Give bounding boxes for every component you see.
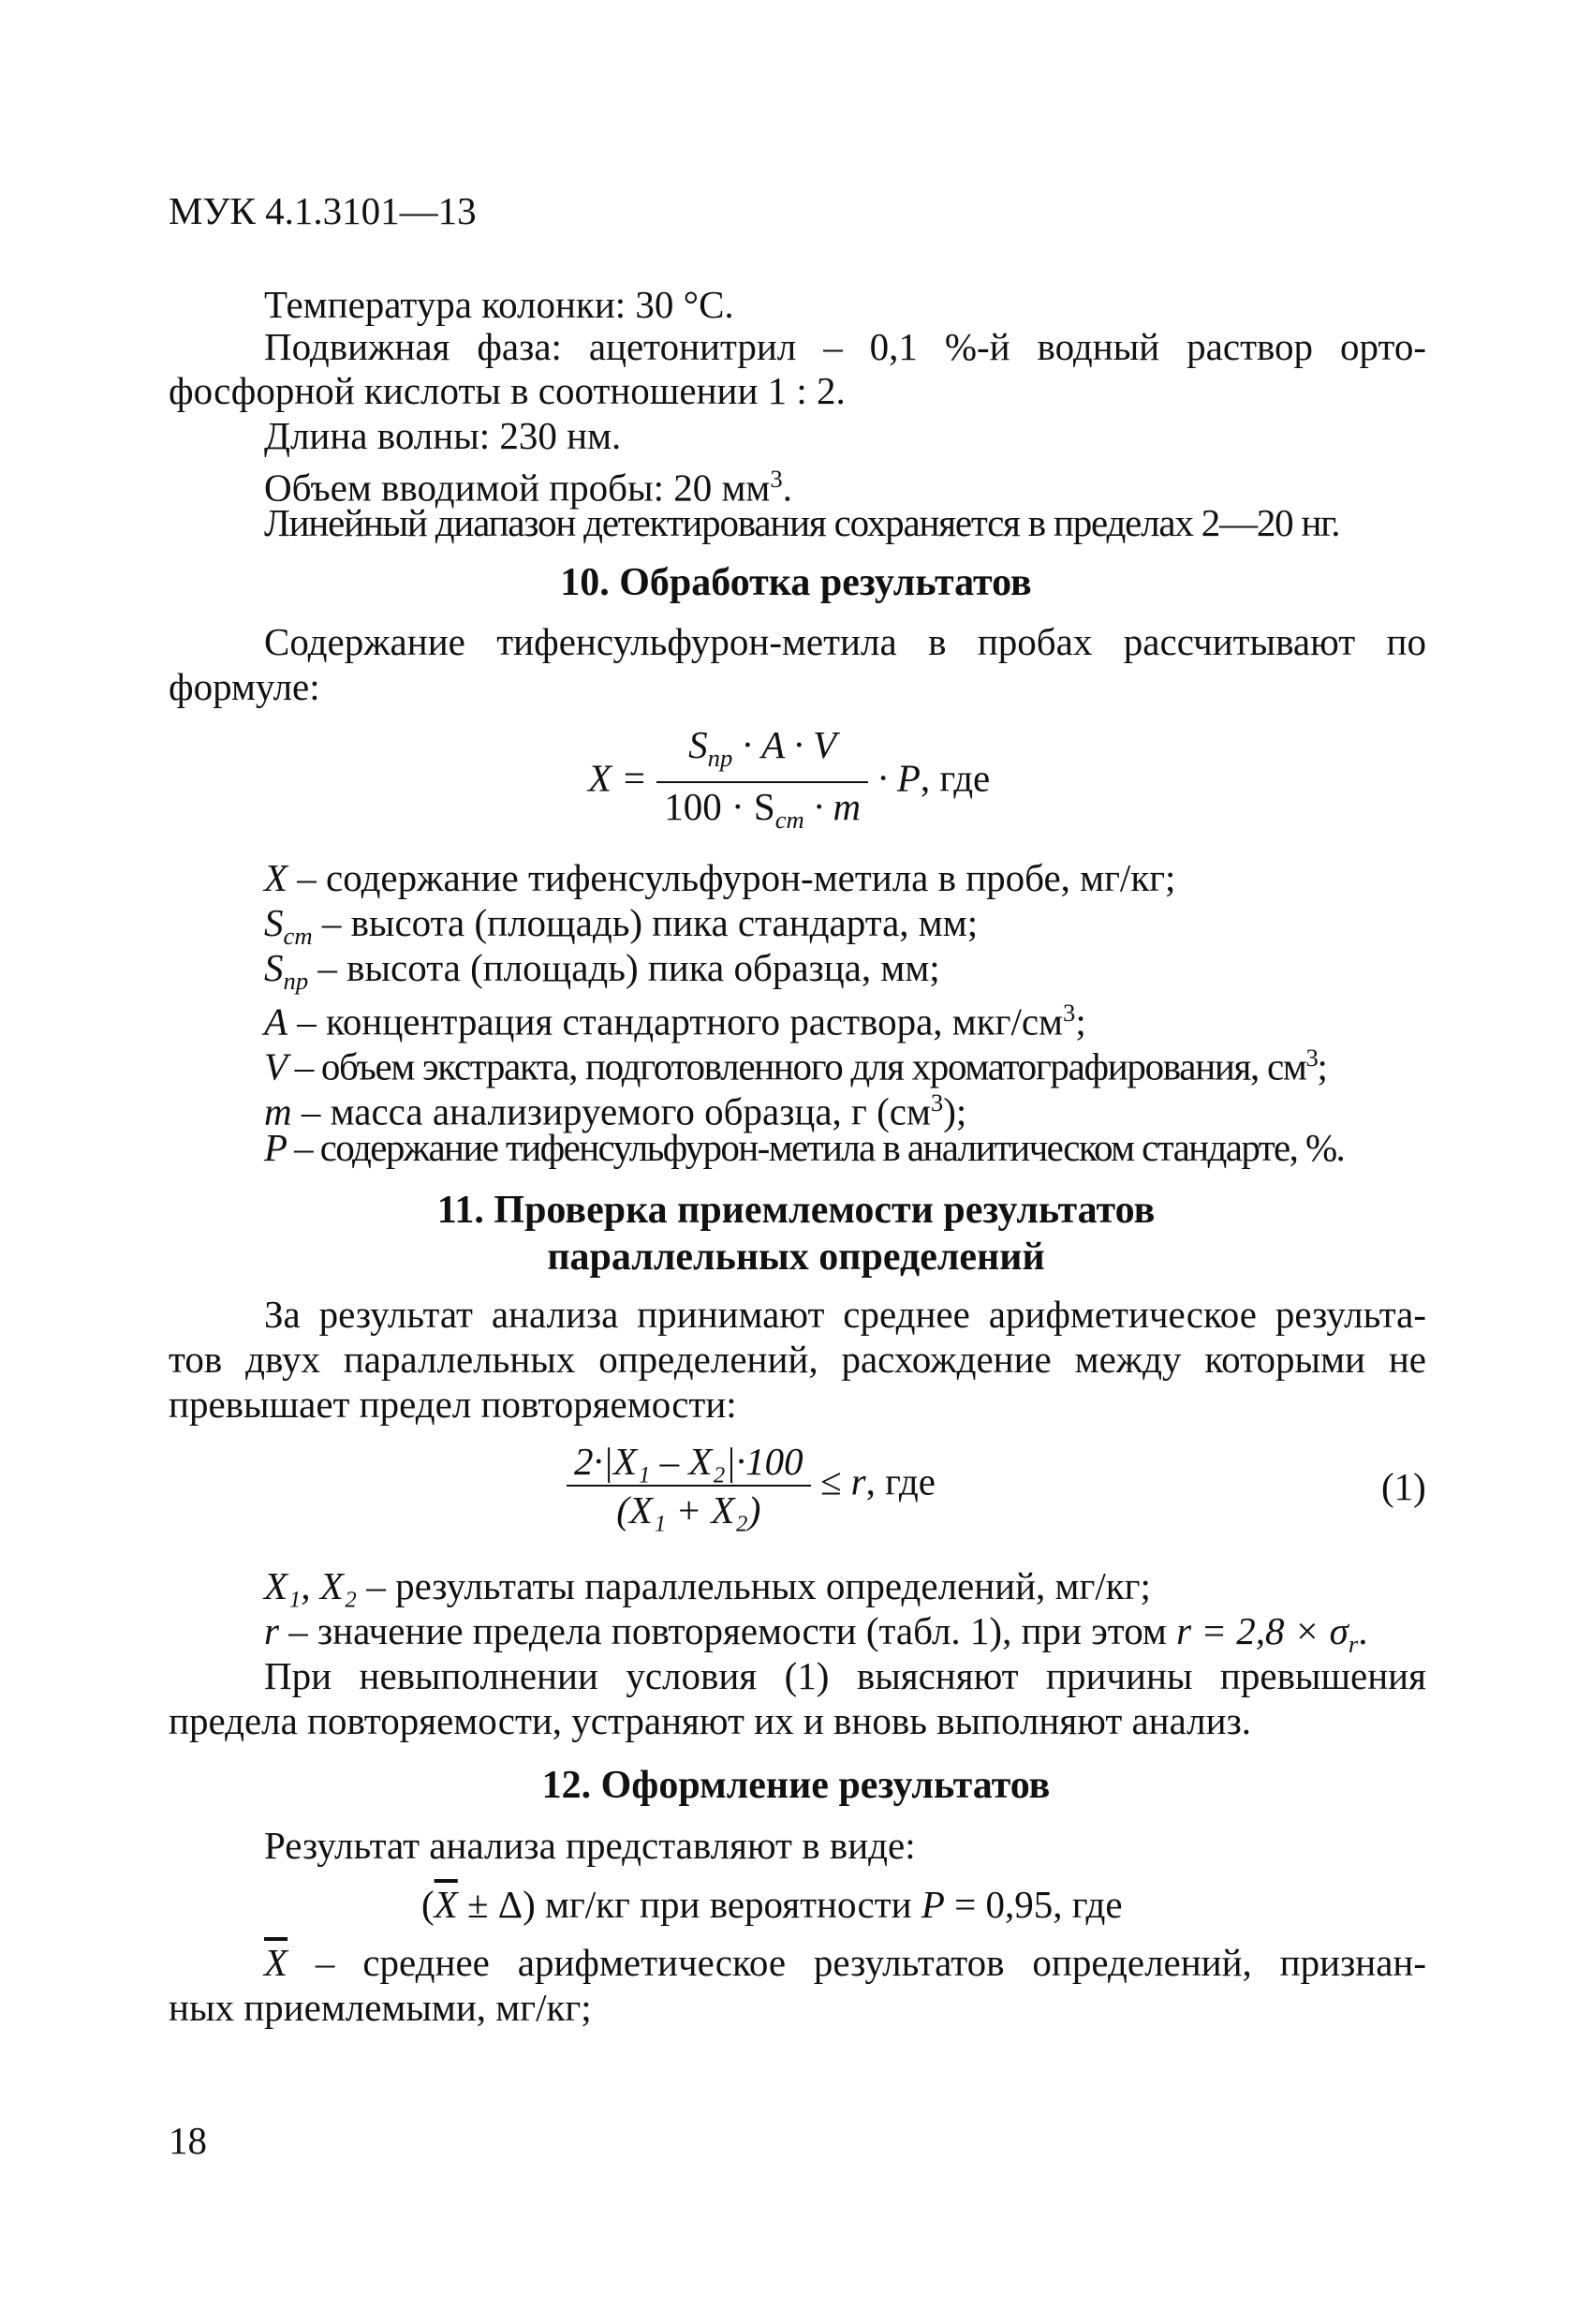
def-p: P – содержание тифенсульфурон-метила в аналитическом стандарте, %.	[264, 1126, 1345, 1169]
def-x1-x2: X₁, X₂ – результаты параллельных определений, мг/кг;	[264, 1564, 1151, 1607]
wavelength-line: Длина волны: 230 нм.	[264, 414, 622, 457]
def-r: r – значение предела повторяемости (табл. 1), при этом $r = 2,8 \times \sigma_r$.	[264, 1609, 1368, 1659]
def-s-pr: $S_{пр}$ – высота (площадь) пика образца, мм;	[264, 946, 940, 996]
formula-x: X = $\frac{S_{пр} \cdot A \cdot V}{100 \cdot S_{ст} \cdot m}$ · P, где	[588, 721, 990, 843]
section-11-note-cont: предела повторяемости, устраняют их и вновь выполняют анализ.	[169, 1699, 1252, 1742]
section-11-heading-cont: параллельных определений	[547, 1236, 1045, 1279]
equation-number: (1)	[1381, 1465, 1426, 1508]
section-11-para-2: тов двух параллельных определений, расхождение между которыми не	[169, 1338, 1426, 1381]
formula-repeatability: $\frac{\text{2·|X₁ – X₂|·100}}{\text{(X₁ + X₂)}}$ ≤ r, где	[567, 1438, 936, 1533]
section-11-para-1: За результат анализа принимают среднее арифметическое результа-	[264, 1293, 1426, 1336]
result-expression: $(\overline{X} \pm \Delta)$ мг/кг при вероятности P = 0,95, где	[421, 1883, 1123, 1926]
doc-code-header: МУК 4.1.3101—13	[169, 189, 477, 232]
def-x: X – содержание тифенсульфурон-метила в пробе, мг/кг;	[264, 856, 1176, 899]
section-12-intro: Результат анализа представляют в виде:	[264, 1824, 916, 1867]
def-v: V – объем экстракта, подготовленного для хроматографирования, $см^3$;	[264, 1044, 1327, 1088]
section-11-note: При невыполнении условия (1) выясняют причины превышения	[264, 1654, 1426, 1697]
section-11-para-3: превышает предел повторяемости:	[169, 1383, 737, 1426]
def-m: m – масса анализируемого образца, г $(см^3)$;	[264, 1088, 967, 1133]
def-a: A – концентрация стандартного раствора, мкг/$см^3$;	[264, 999, 1086, 1044]
section-12-heading: 12. Оформление результатов	[541, 1764, 1051, 1807]
section-10-intro-cont: формуле:	[169, 665, 320, 708]
def-x-mean: $\overline{X}$ – среднее арифметическое результатов определений, признан-	[264, 1941, 1426, 1984]
page-number: 18	[169, 2119, 207, 2162]
def-s-st: $S_{ст}$ – высота (площадь) пика стандарта, мм;	[264, 901, 979, 951]
section-11-heading: 11. Проверка приемлемости результатов	[436, 1189, 1156, 1232]
linear-range-line: Линейный диапазон детектирования сохраняется в пределах 2—20 нг.	[264, 501, 1340, 544]
injection-volume-line: Объем вводимой пробы: 20 $мм^3$.	[264, 465, 792, 510]
formula-repeatability-fraction: $\frac{\text{2·|X₁ – X₂|·100}}{\text{(X₁ + X₂)}}$	[567, 1438, 811, 1533]
column-temperature-line: Температура колонки: 30 °С.	[264, 283, 734, 326]
def-x-mean-cont: ных приемлемыми, мг/кг;	[169, 1986, 592, 2029]
section-10-intro: Содержание тифенсульфурон-метила в пробах рассчитывают по	[264, 620, 1426, 663]
mobile-phase-line: Подвижная фаза: ацетонитрил – 0,1 %-й водный раствор орто-	[264, 325, 1426, 368]
mobile-phase-line-cont: фосфорной кислоты в соотношении 1 : 2.	[169, 369, 846, 412]
section-10-heading: 10. Обработка результатов	[560, 561, 1032, 604]
formula-x-fraction: $\frac{S_{пр} \cdot A \cdot V}{100 \cdot S_{ст} \cdot m}$	[656, 721, 868, 843]
